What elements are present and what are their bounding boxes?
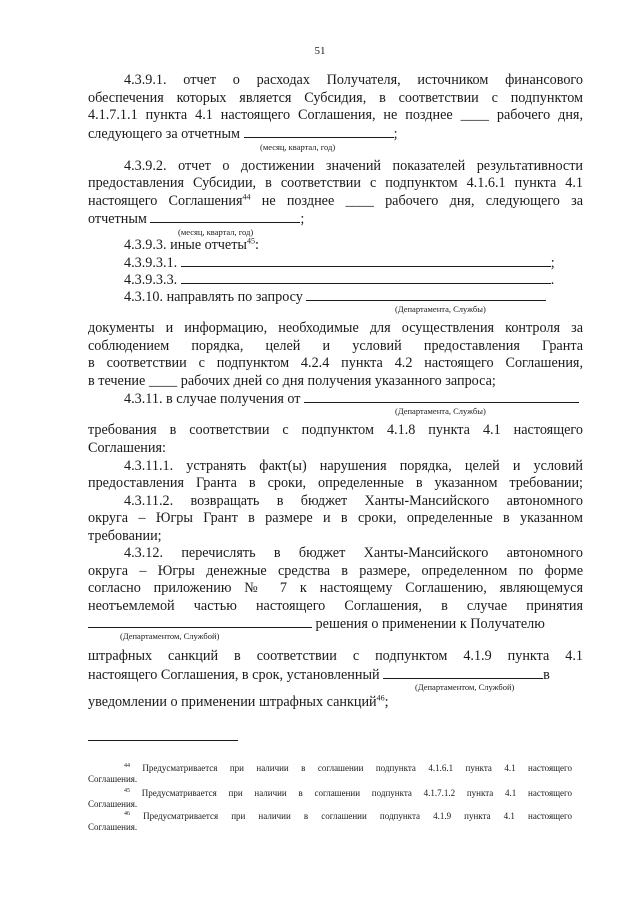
text-line: 4.3.11.2. возвращать в бюджет Ханты-Мансийского автономного [124,493,583,509]
text-line: штрафных санкций в соответствии с подпунктом 4.1.9 пункта 4.1 [88,648,583,664]
blank-field [304,390,579,403]
footnote: $^{44}$ Предусматривается при наличии в соглашении подпункта 4.1.6.1 пункта 4.1 настоящего Соглашения. [88,763,572,784]
text-line: документы и информацию, необходимые для осуществления контроля за [88,320,583,336]
text-line: 4.1.7.1.1 пункта 4.1 настоящего Соглашения, не позднее ____ рабочего дня, [88,107,583,123]
text-line: неотъемлемой частью настоящего Соглашения, в случае принятия [88,598,583,614]
footnote-ref: 45 [246,236,255,246]
field-caption: (Департаментом, Службой) [415,682,515,692]
text-line: округа – Югры денежные средства в размере, определенном по форме [88,563,583,579]
blank-field [181,271,551,284]
text-line: предоставления Субсидии, в соответствии с подпунктом 4.1.6.1 пункта 4.1 [88,175,583,191]
text-line: 4.3.9.3.1. ; [124,255,555,271]
text-line: требования в соответствии с подпунктом 4.1.8 пункта 4.1 настоящего [88,422,583,438]
text-line: согласно приложению № 7 к настоящему Соглашению, являющемуся [88,580,583,596]
field-caption: (Департаментом, Службой) [120,631,220,641]
text-line: обеспечения которых является Субсидия, в соответствии с подпунктом [88,90,583,106]
page-number: 51 [314,45,326,57]
blank-field [88,615,312,628]
blank-field [150,210,300,223]
blank-field [181,254,551,267]
footnote: $^{45}$ Предусматривается при наличии в соглашении подпункта 4.1.7.1.2 пункта 4.1 настоящего Соглашения. [88,788,573,809]
text-line: 4.3.11.1. устранять факт(ы) нарушения порядка, целей и условий [124,458,583,474]
blank-field [306,288,546,301]
blank-field [383,666,543,679]
field-caption: (месяц, квартал, год) [178,227,254,237]
footnote: $^{46}$ Предусматривается при наличии в соглашении подпункта 4.1.9 пункта 4.1 настоящего Соглашения. [88,811,573,832]
text-line: 4.3.10. направлять по запросу [88,288,583,306]
text-line: 4.3.11. в случае получения от [88,390,583,408]
field-caption: (Департамента, Службы) [395,406,486,416]
text-line: Соглашения: [88,440,166,456]
text-line: отчетным ; [88,211,305,227]
text-line: уведомлении о применении штрафных санкций$^{46}$; [88,693,389,710]
text-line: 4.3.9.3.3. . [124,272,555,288]
field-caption: (месяц, квартал, год) [260,142,336,152]
footnote-number: 46 [124,811,130,817]
text-line: предоставления Гранта в сроки, определенные в указанном требовании; [88,475,583,491]
footnote-number: 44 [124,763,130,769]
text-line: настоящего Соглашения$^{44}$ не позднее ____ рабочего дня, следующего за [88,192,584,209]
text-line: 4.3.9.2. отчет о достижении значений показателей результативности [124,158,583,174]
text-line: округа – Югры Грант в размере и в сроки, определенные в указанном [88,510,583,526]
text-line: 4.3.9.1. отчет о расходах Получателя, источником финансового [124,72,583,88]
text-line: в течение ____ рабочих дней со дня получения указанного запроса; [88,373,496,389]
blank-field [244,125,394,138]
footnote-ref: 46 [376,693,385,703]
text-line: требовании; [88,528,162,544]
field-caption: (Департамента, Службы) [395,304,486,314]
text-line: следующего за отчетным ; [88,126,398,142]
text-line: 4.3.9.3. иные отчеты$^{45}$: [124,236,259,253]
footnote-ref: 44 [242,192,251,202]
text-line: в соответствии с подпунктом 4.2.4 пункта 4.2 настоящего Соглашения, [88,355,583,371]
footnote-number: 45 [124,788,130,794]
footnote-divider [88,740,238,741]
text-line: решения о применении к Получателю [88,615,583,633]
text-line: 4.3.12. перечислять в бюджет Ханты-Мансийского автономного [124,545,583,561]
text-line: соблюдением порядка, целей и условий предоставления Гранта [88,338,583,354]
text-line: настоящего Соглашения, в срок, установленный в [88,667,550,683]
